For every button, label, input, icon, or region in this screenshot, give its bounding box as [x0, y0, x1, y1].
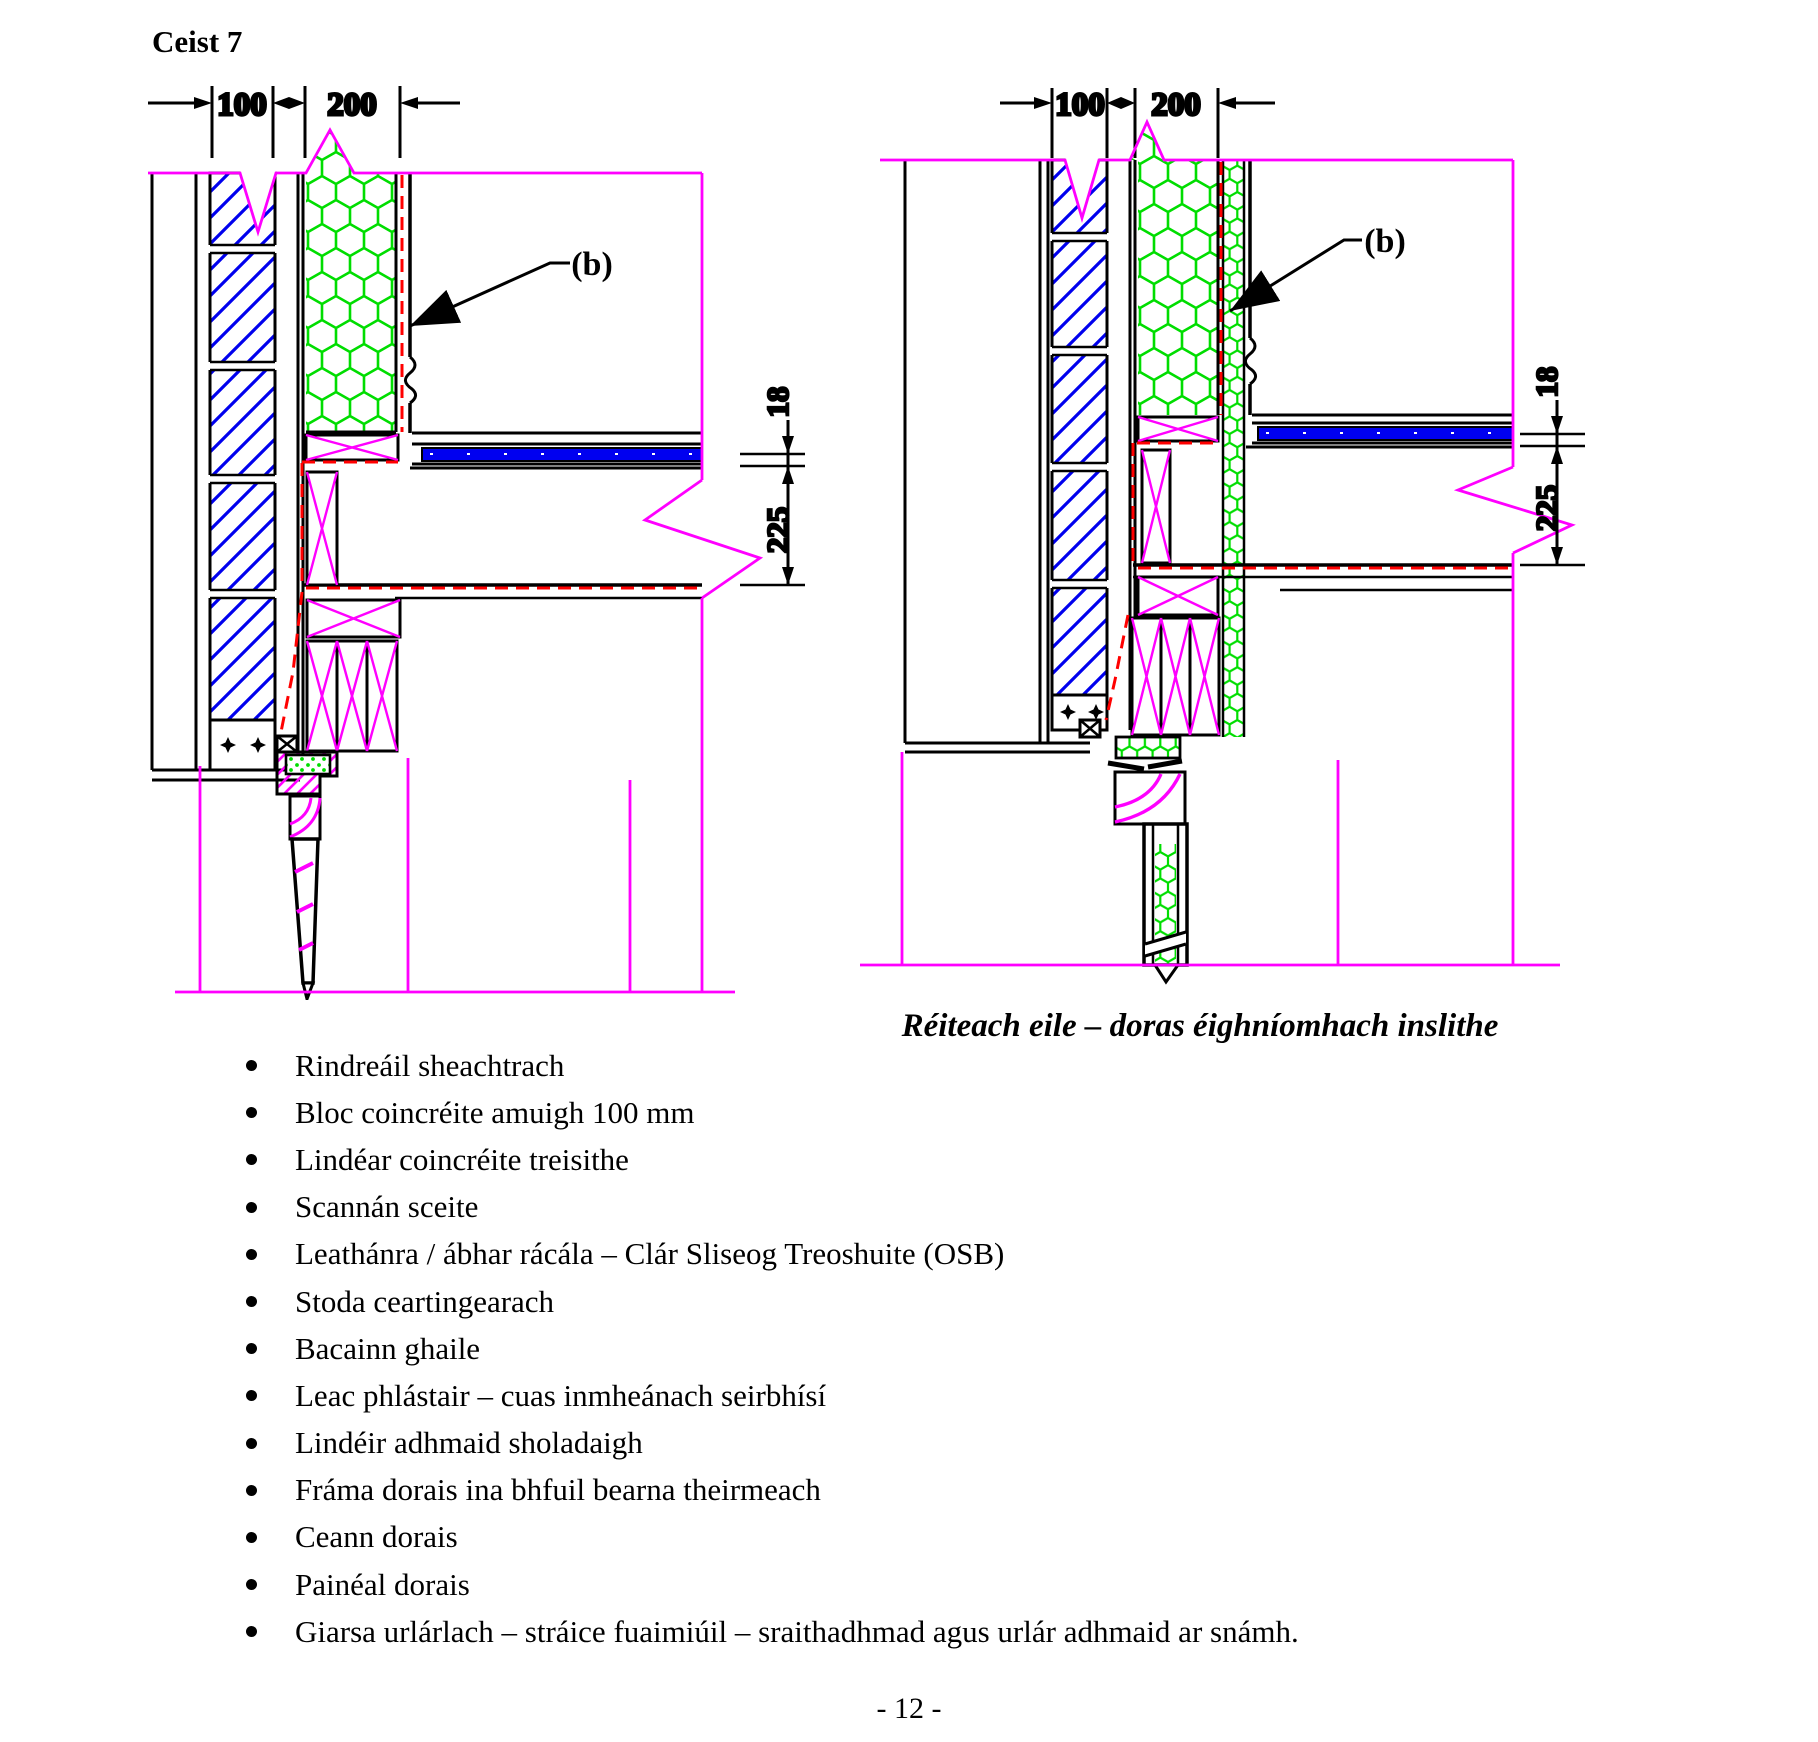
- legend-item: [240, 1561, 1580, 1608]
- legend-item: [240, 1231, 1580, 1278]
- internal-lining: [405, 173, 415, 433]
- label-b-text: (b): [571, 246, 613, 283]
- bullet-icon: [246, 1202, 257, 1213]
- bullet-icon: [246, 1532, 257, 1543]
- internal-lining: [1245, 160, 1255, 415]
- component-legend-list: [240, 1042, 1580, 1655]
- bullet-icon: [246, 1343, 257, 1354]
- legend-item: [240, 1420, 1580, 1467]
- bullet-icon: [246, 1296, 257, 1307]
- bullet-icon: [246, 1390, 257, 1401]
- bullet-icon: [246, 1438, 257, 1449]
- solid-timber-lintels: [307, 641, 397, 751]
- legend-item: [240, 1136, 1580, 1183]
- right-diagram-caption: Réiteach eile – doras éighníomhach inslithe: [901, 1008, 1499, 1044]
- bullet-icon: [246, 1107, 257, 1118]
- legend-item-text: Scannán sceite: [295, 1189, 479, 1225]
- detail-drawing-standard-door-head: [140, 80, 820, 1000]
- legend-item-text: Giarsa urlárlach – stráice fuaimiúil – sraithadhmad agus urlár adhmaid ar snámh.: [295, 1613, 1299, 1649]
- blockwork-outer-leaf: [208, 171, 277, 770]
- bullet-icon: [246, 1626, 257, 1637]
- legend-item: [240, 1042, 1580, 1089]
- dim-225-label: 225: [1529, 484, 1564, 532]
- legend-item-text: Rindreáil sheachtrach: [295, 1047, 565, 1083]
- dim-100-label: 100: [217, 87, 267, 123]
- blockwork-outer-leaf: [1050, 158, 1109, 730]
- legend-item-text: Ceann dorais: [295, 1519, 458, 1555]
- legend-item-text: Lindéir adhmaid sholadaigh: [295, 1425, 643, 1461]
- dim-200-label: 200: [1151, 87, 1201, 123]
- legend-item: [240, 1325, 1580, 1372]
- bullet-icon: [246, 1249, 257, 1260]
- dim-18-label: 18: [1529, 366, 1564, 398]
- legend-item: [240, 1278, 1580, 1325]
- solid-timber-lintels: [1132, 618, 1219, 735]
- detail-drawing-insulated-door-head: [860, 60, 1620, 1000]
- insulated-door-panel: [1144, 824, 1187, 982]
- door-head-timber: [1115, 772, 1185, 824]
- dim-225-label: 225: [760, 506, 795, 554]
- legend-item-text: Fráma dorais ina bhfuil bearna theirmeach: [295, 1472, 821, 1508]
- bullet-icon: [246, 1485, 257, 1496]
- timber-lintel-zone: [302, 435, 400, 751]
- label-b-text: (b): [1364, 223, 1406, 260]
- wall-insulation: [306, 130, 396, 432]
- legend-item-text: Bloc coincréite amuigh 100 mm: [295, 1094, 695, 1130]
- dim-100-label: 100: [1055, 87, 1105, 123]
- door-head-insulation: [1116, 737, 1180, 758]
- legend-item: [240, 1372, 1580, 1419]
- label-b-callout: [410, 246, 613, 326]
- insulation-strip-continuous: [1223, 160, 1244, 737]
- legend-item: [240, 1184, 1580, 1231]
- question-title: Ceist 7: [152, 24, 243, 59]
- legend-item-text: Bacainn ghaile: [295, 1330, 481, 1366]
- legend-item-text: Lindéar coincréite treisithe: [295, 1141, 629, 1177]
- frame-insulation-strip: [286, 755, 330, 774]
- legend-item-text: Leathánra / ábhar rácála – Clár Sliseog Treoshuite (OSB): [295, 1236, 1005, 1272]
- dim-18-label: 18: [760, 386, 795, 418]
- legend-item-text: Leac phlástair – cuas inmheánach seirbhísí: [295, 1377, 827, 1413]
- bullet-icon: [246, 1579, 257, 1590]
- legend-item: [240, 1089, 1580, 1136]
- legend-item-text: Stoda ceartingearach: [295, 1283, 555, 1319]
- legend-item: [240, 1608, 1580, 1655]
- legend-item: [240, 1467, 1580, 1514]
- dimension-line-top: [148, 86, 460, 158]
- bullet-icon: [246, 1154, 257, 1165]
- legend-item-text: Painéal dorais: [295, 1566, 470, 1602]
- dim-200-label: 200: [327, 87, 377, 123]
- label-b-callout: [1230, 223, 1406, 311]
- page-number: - 12 -: [876, 1692, 942, 1725]
- legend-item: [240, 1514, 1580, 1561]
- timber-lintel-zone: [1132, 417, 1219, 735]
- bullet-icon: [246, 1060, 257, 1071]
- door-panel: [292, 839, 318, 983]
